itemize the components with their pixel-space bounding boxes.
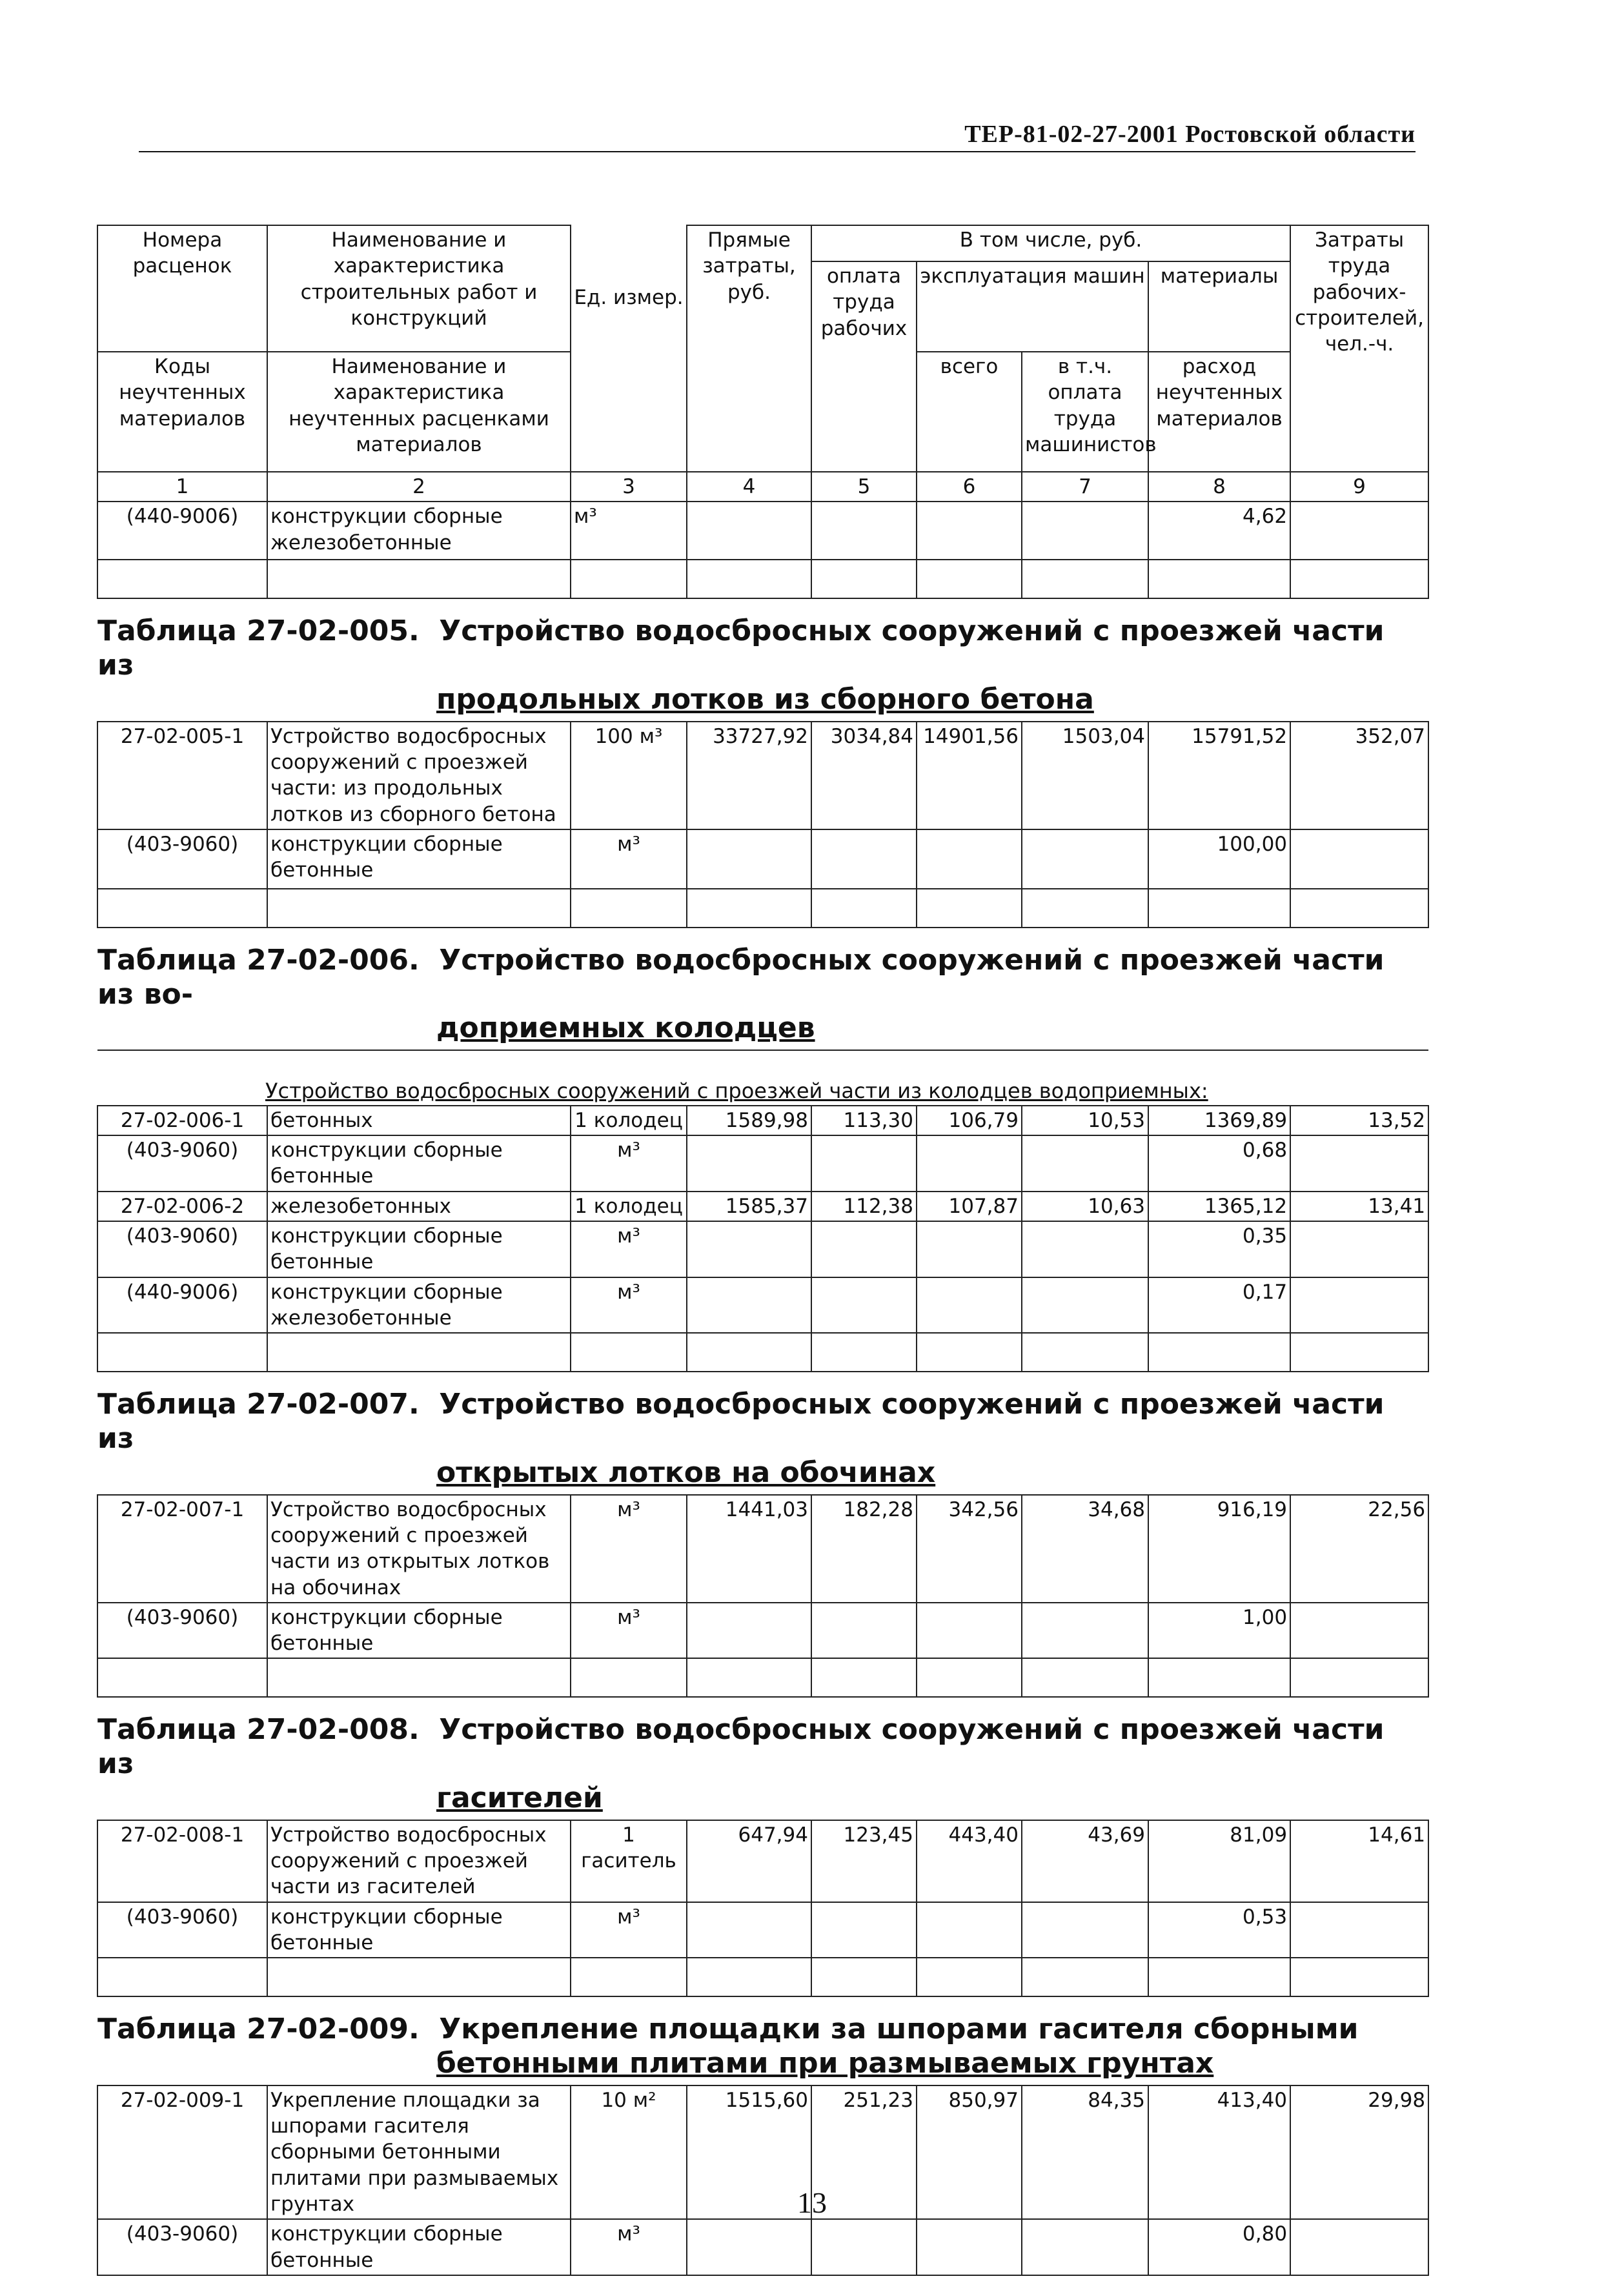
row-code: (403-9060)	[97, 829, 267, 889]
row-machines: 14901,56	[917, 722, 1022, 829]
row-materials: 1,00	[1148, 1603, 1290, 1659]
row-machines-labor: 10,53	[1022, 1106, 1148, 1135]
title-lead: Таблица 27-02-006.	[97, 943, 420, 977]
header-labor-pay: оплата труда рабочих	[811, 261, 917, 472]
row-machines-labor: 34,68	[1022, 1495, 1148, 1603]
table-row	[97, 2219, 1428, 2275]
row-code: (403-9060)	[97, 1902, 267, 1958]
header-materials: материалы	[1148, 261, 1290, 352]
table-row	[97, 1820, 1428, 1902]
row-hours: 14,61	[1290, 1820, 1428, 1902]
title-continuation: гасителей	[436, 1781, 603, 1814]
row-labor: 113,30	[811, 1106, 917, 1135]
row-unit: м³	[571, 1135, 687, 1192]
table-row	[97, 1902, 1428, 1958]
header-col4: Прямые затраты, руб.	[687, 225, 811, 472]
row-materials: 4,62	[1148, 502, 1290, 560]
col-number: 6	[917, 472, 1022, 502]
table-title-006	[97, 928, 1428, 1050]
title-lead: Таблица 27-02-008.	[97, 1713, 420, 1747]
row-labor: 3034,84	[811, 722, 917, 829]
row-machines: 107,87	[917, 1192, 1022, 1221]
title-main: Устройство водосбросных сооружений с проезжей части из	[97, 1388, 1385, 1456]
row-unit: 1 гаситель	[571, 1820, 687, 1902]
row-direct: 1585,37	[687, 1192, 811, 1221]
title-continuation: доприемных колодцев	[436, 1011, 815, 1045]
col-number: 3	[571, 472, 687, 502]
running-head: ТЕР-81-02-27-2001 Ростовской области	[139, 117, 1416, 152]
row-labor: 182,28	[811, 1495, 917, 1603]
col-number: 5	[811, 472, 917, 502]
table-row	[97, 1192, 1428, 1221]
row-unit: м³	[571, 1221, 687, 1277]
col-number: 8	[1148, 472, 1290, 502]
col-number: 1	[97, 472, 267, 502]
row-materials: 0,53	[1148, 1902, 1290, 1958]
table-row	[97, 829, 1428, 889]
header-col1-top: Номера расценок	[97, 225, 267, 352]
row-unit: м³	[571, 829, 687, 889]
header-machines-labor: в т.ч. оплата труда машинистов	[1022, 352, 1148, 472]
row-materials: 1369,89	[1148, 1106, 1290, 1135]
title-main: Укрепление площадки за шпорами гасителя сборными	[439, 2013, 1359, 2046]
table-row	[97, 1221, 1428, 1277]
row-name: конструкции сборные бетонные	[267, 1902, 571, 1958]
row-materials: 0,17	[1148, 1277, 1290, 1334]
row-unit: 1 колодец	[571, 1106, 687, 1135]
row-hours: 13,41	[1290, 1192, 1428, 1221]
row-name: конструкции сборные бетонные	[267, 1221, 571, 1277]
row-hours: 13,52	[1290, 1106, 1428, 1135]
header-unit: Ед. измер.	[574, 286, 684, 309]
row-hours: 29,98	[1290, 2085, 1428, 2219]
table-row	[97, 1603, 1428, 1659]
row-materials: 413,40	[1148, 2085, 1290, 2219]
header-labor-cost: Затраты труда рабочих-строителей, чел.-ч.	[1290, 225, 1428, 472]
row-machines: 850,97	[917, 2085, 1022, 2219]
table-row	[97, 502, 1428, 560]
row-code: 27-02-006-1	[97, 1106, 267, 1135]
col-number: 9	[1290, 472, 1428, 502]
row-direct: 33727,92	[687, 722, 811, 829]
table-row	[97, 722, 1428, 829]
column-numbers-row	[97, 472, 1428, 502]
table-row	[97, 1277, 1428, 1334]
row-code: (403-9060)	[97, 2219, 267, 2275]
row-name: Устройство водосбросных сооружений с проезжей части из открытых лотков на обочинах	[267, 1495, 571, 1603]
col-number: 4	[687, 472, 811, 502]
row-code: (440-9006)	[97, 502, 267, 560]
row-machines: 443,40	[917, 1820, 1022, 1902]
row-direct: 1441,03	[687, 1495, 811, 1603]
header-row-1	[97, 225, 1428, 261]
row-unit: м³	[571, 2219, 687, 2275]
row-unit: м³	[571, 1902, 687, 1958]
row-name: конструкции сборные бетонные	[267, 1603, 571, 1659]
row-materials: 916,19	[1148, 1495, 1290, 1603]
row-code: 27-02-008-1	[97, 1820, 267, 1902]
row-unit: 1 колодец	[571, 1192, 687, 1221]
table-title-007	[97, 1372, 1428, 1494]
title-continuation: открытых лотков на обочинах	[436, 1456, 936, 1489]
col-number: 7	[1022, 472, 1148, 502]
row-labor: 123,45	[811, 1820, 917, 1902]
row-code: 27-02-007-1	[97, 1495, 267, 1603]
header-col1-bottom: Коды неучтенных материалов	[97, 352, 267, 472]
header-including: В том числе, руб.	[811, 225, 1290, 261]
row-code: (403-9060)	[97, 1221, 267, 1277]
row-unit: м³	[571, 502, 687, 560]
row-hours: 22,56	[1290, 1495, 1428, 1603]
row-materials: 0,68	[1148, 1135, 1290, 1192]
subtitle: Устройство водосбросных сооружений с проезжей части из колодцев водоприемных:	[97, 1050, 1428, 1106]
row-materials: 0,35	[1148, 1221, 1290, 1277]
row-machines-labor: 84,35	[1022, 2085, 1148, 2219]
title-main: Устройство водосбросных сооружений с проезжей части из	[97, 1713, 1385, 1781]
row-materials: 0,80	[1148, 2219, 1290, 2275]
row-machines: 106,79	[917, 1106, 1022, 1135]
table-title-008	[97, 1697, 1428, 1820]
header-col2-bottom: Наименование и характеристика неучтенных расценками материалов	[267, 352, 571, 472]
title-lead: Таблица 27-02-009.	[97, 2013, 420, 2046]
table-row	[97, 1106, 1428, 1135]
table-subtitle-006	[97, 1050, 1428, 1106]
row-machines: 342,56	[917, 1495, 1022, 1603]
title-main: Устройство водосбросных сооружений с проезжей части из	[97, 614, 1385, 682]
row-direct: 647,94	[687, 1820, 811, 1902]
title-lead: Таблица 27-02-007.	[97, 1388, 420, 1421]
header-col2-top: Наименование и характеристика строительных работ и конструкций	[267, 225, 571, 352]
table-row	[97, 1495, 1428, 1603]
row-name: конструкции сборные железобетонные	[267, 502, 571, 560]
row-unit: м³	[571, 1277, 687, 1334]
row-code: (440-9006)	[97, 1277, 267, 1334]
row-name: конструкции сборные бетонные	[267, 2219, 571, 2275]
header-machines: эксплуатация машин	[917, 261, 1148, 352]
row-code: 27-02-009-1	[97, 2085, 267, 2219]
row-name: Укрепление площадки за шпорами гасителя сборными бетонными плитами при размываемых грунтах	[267, 2085, 571, 2219]
row-direct: 1589,98	[687, 1106, 811, 1135]
row-labor: 112,38	[811, 1192, 917, 1221]
table-title-009	[97, 1996, 1428, 2085]
row-name: Устройство водосбросных сооружений с проезжей части: из продольных лотков из сборного бетона	[267, 722, 571, 829]
title-continuation: продольных лотков из сборного бетона	[436, 682, 1094, 716]
row-name: Устройство водосбросных сооружений с проезжей части из гасителей	[267, 1820, 571, 1902]
row-direct: 1515,60	[687, 2085, 811, 2219]
header-col3	[571, 225, 687, 472]
title-continuation: бетонными плитами при размываемых грунтах	[436, 2047, 1214, 2080]
row-machines-labor: 1503,04	[1022, 722, 1148, 829]
row-unit: м³	[571, 1603, 687, 1659]
col-number: 2	[267, 472, 571, 502]
row-code: 27-02-005-1	[97, 722, 267, 829]
row-materials: 100,00	[1148, 829, 1290, 889]
row-materials: 15791,52	[1148, 722, 1290, 829]
title-lead: Таблица 27-02-005.	[97, 614, 420, 648]
row-labor: 251,23	[811, 2085, 917, 2219]
row-machines-labor: 43,69	[1022, 1820, 1148, 1902]
row-name: конструкции сборные железобетонные	[267, 1277, 571, 1334]
row-name: железобетонных	[267, 1192, 571, 1221]
table-row	[97, 1135, 1428, 1192]
table-title-005	[97, 598, 1428, 721]
title-main: Устройство водосбросных сооружений с проезжей части из во-	[97, 943, 1385, 1011]
row-name: бетонных	[267, 1106, 571, 1135]
header-materials-sub: расход неучтенных материалов	[1148, 352, 1290, 472]
header-machines-total: всего	[917, 352, 1022, 472]
page-number: 13	[797, 2186, 827, 2219]
row-name: конструкции сборные бетонные	[267, 829, 571, 889]
row-unit: 10 м²	[571, 2085, 687, 2219]
row-machines-labor: 10,63	[1022, 1192, 1148, 1221]
row-name: конструкции сборные бетонные	[267, 1135, 571, 1192]
row-code: 27-02-006-2	[97, 1192, 267, 1221]
row-unit: м³	[571, 1495, 687, 1603]
row-materials: 81,09	[1148, 1820, 1290, 1902]
rates-table	[97, 225, 1429, 2276]
row-code: (403-9060)	[97, 1603, 267, 1659]
row-unit: 100 м³	[571, 722, 687, 829]
row-materials: 1365,12	[1148, 1192, 1290, 1221]
row-code: (403-9060)	[97, 1135, 267, 1192]
row-hours: 352,07	[1290, 722, 1428, 829]
